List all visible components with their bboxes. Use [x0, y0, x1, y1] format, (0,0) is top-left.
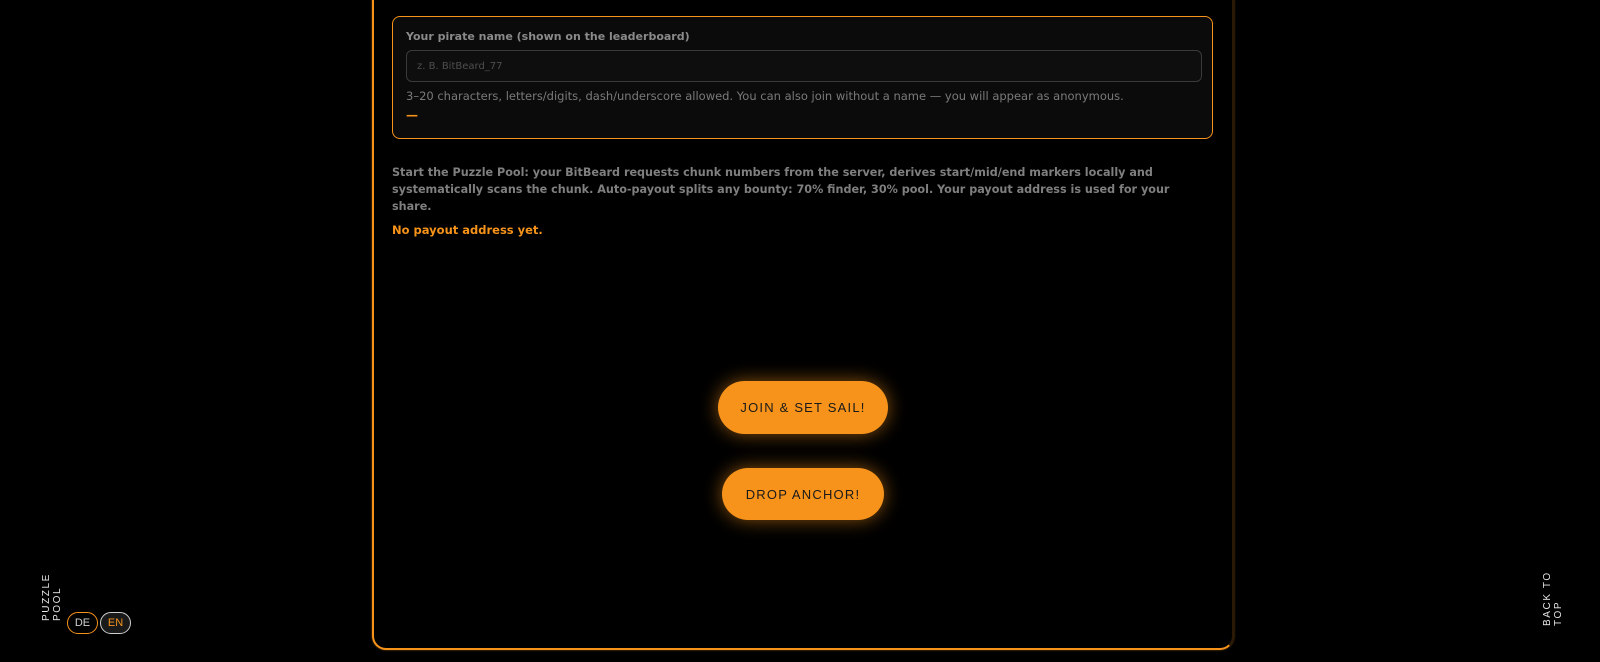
side-label-puzzle-pool: PUZZLE POOL — [41, 573, 63, 621]
pirate-name-input[interactable] — [406, 50, 1202, 82]
payout-warning: No payout address yet. — [392, 223, 543, 237]
drop-anchor-button[interactable]: DROP ANCHOR! — [722, 468, 884, 520]
pirate-name-section — [392, 16, 1213, 139]
pirate-name-hint: 3–20 characters, letters/digits, dash/underscore allowed. You can also join without a name — you will appear as anonymous. — [406, 89, 1124, 103]
pirate-name-label: Your pirate name (shown on the leaderboard) — [406, 30, 690, 43]
language-de-button[interactable]: DE — [67, 612, 98, 634]
pirate-name-status: — — [406, 108, 418, 122]
language-en-button[interactable]: EN — [100, 612, 131, 634]
join-set-sail-button[interactable]: JOIN & SET SAIL! — [718, 381, 888, 434]
back-to-top-link[interactable]: BACK TO TOP — [1542, 571, 1564, 626]
pool-description: Start the Puzzle Pool: your BitBeard requests chunk numbers from the server, derives start/mid/end markers locally and systematically scans the chunk. Auto-payout splits any bounty: 70% finder, 30% pool. Your payout address is used for your share. — [392, 166, 1170, 213]
